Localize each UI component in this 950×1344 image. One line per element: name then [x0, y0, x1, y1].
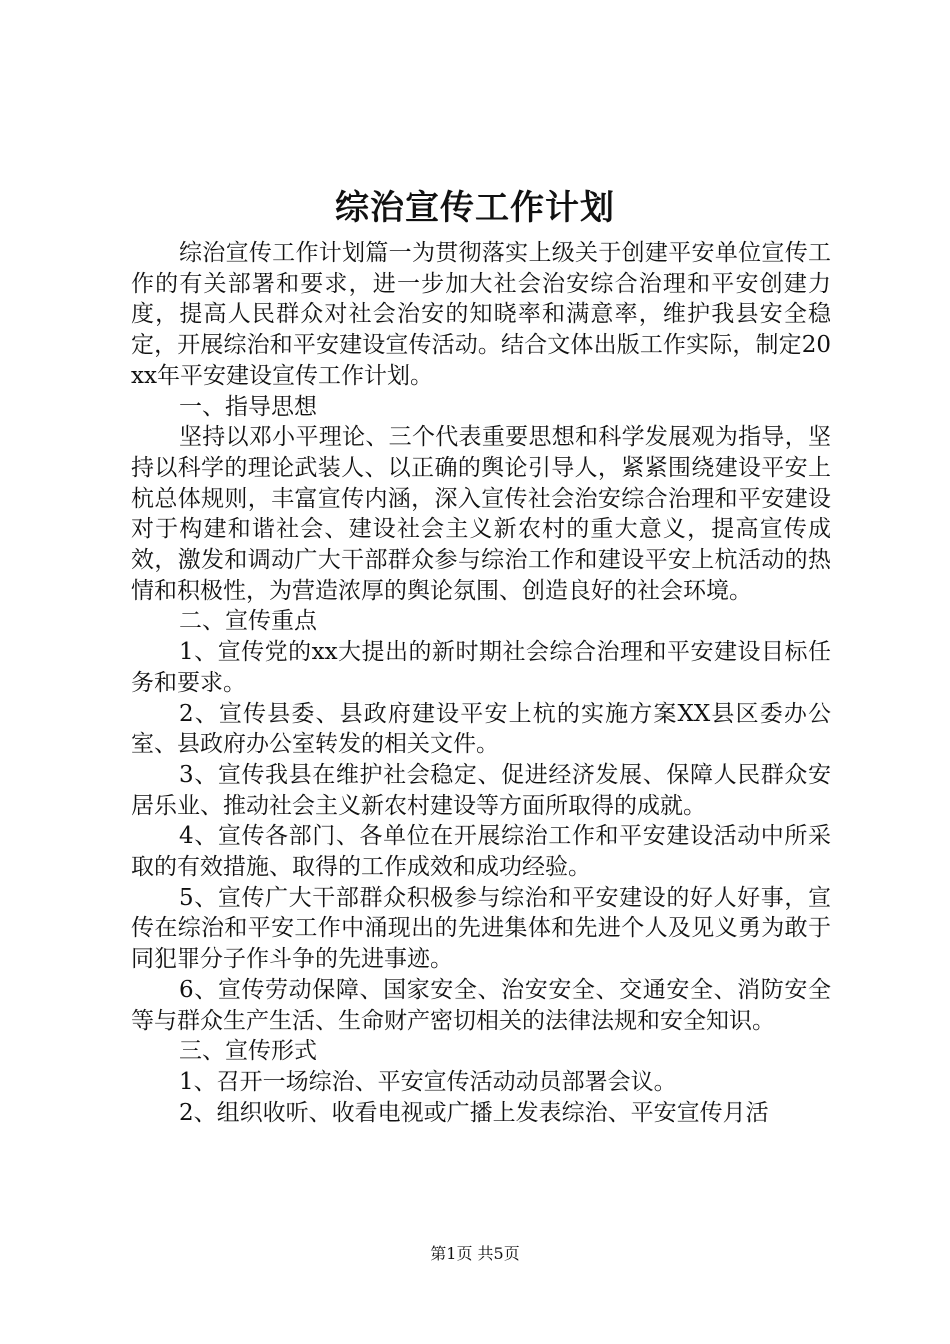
document-title: 综治宣传工作计划 [335, 188, 615, 228]
section-heading-publicity-forms: 三、宣传形式 [179, 1038, 317, 1065]
document-body [131, 238, 831, 1128]
list-item-focus-5: 5、宣传广大干部群众积极参与综治和平安建设的好人好事，宣传在综治和平安工作中涌现出的先进集体和先进个人及见义勇为敢于同犯罪分子作斗争的先进事迹。 [131, 884, 831, 973]
list-item-focus-4: 4、宣传各部门、各单位在开展综治工作和平安建设活动中所采取的有效措施、取得的工作成效和成功经验。 [131, 823, 831, 881]
list-item-form-2: 2、组织收听、收看电视或广播上发表综治、平安宣传月活 [179, 1099, 769, 1126]
list-item-form-1: 1、召开一场综治、平安宣传活动动员部署会议。 [179, 1068, 677, 1095]
paragraph-intro: 综治宣传工作计划篇一为贯彻落实上级关于创建平安单位宣传工作的有关部署和要求，进一步加大社会治安综合治理和平安创建力度，提高人民群众对社会治安的知晓率和满意率，维护我县安全稳定，开展综治和平安建设宣传活动。结合文体出版工作实际，制定20xx年平安建设宣传工作计划。 [131, 240, 831, 389]
page-footer: 第1页 共5页 [430, 1244, 520, 1263]
section-heading-publicity-focus: 二、宣传重点 [179, 608, 317, 635]
paragraph-guiding-thought: 坚持以邓小平理论、三个代表重要思想和科学发展观为指导，坚持以科学的理论武装人、以正确的舆论引导人，紧紧围绕建设平安上杭总体规则，丰富宣传内涵，深入宣传社会治安综合治理和平安建设对于构建和谐社会、建设社会主义新农村的重大意义，提高宣传成效，激发和调动广大干部群众参与综治工作和建设平安上杭活动的热情和积极性，为营造浓厚的舆论氛围、创造良好的社会环境。 [131, 424, 831, 604]
section-heading-guiding-thought: 一、指导思想 [179, 393, 317, 420]
list-item-focus-2: 2、宣传县委、县政府建设平安上杭的实施方案XX县区委办公室、县政府办公室转发的相关文件。 [131, 700, 831, 758]
list-item-focus-3: 3、宣传我县在维护社会稳定、促进经济发展、保障人民群众安居乐业、推动社会主义新农村建设等方面所取得的成就。 [131, 761, 831, 819]
list-item-focus-1: 1、宣传党的xx大提出的新时期社会综合治理和平安建设目标任务和要求。 [131, 639, 831, 696]
list-item-focus-6: 6、宣传劳动保障、国家安全、治安安全、交通安全、消防安全等与群众生产生活、生命财产密切相关的法律法规和安全知识。 [131, 976, 831, 1034]
